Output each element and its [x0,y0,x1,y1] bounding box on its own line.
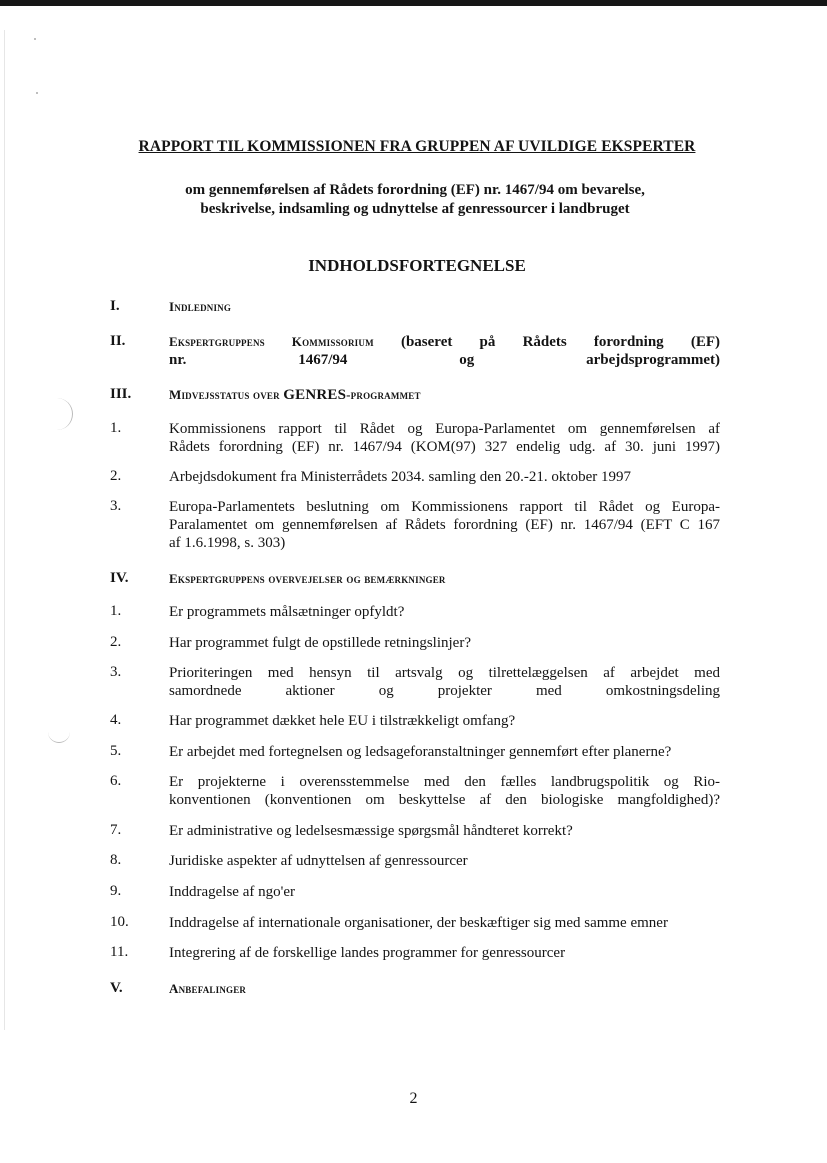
section-title-line: nr. 1467/94 og arbejdsprogrammet) [169,352,720,368]
section-title-smallcaps: Ekspertgruppens Kommissorium [169,334,374,349]
scan-speck [36,92,38,94]
item-number: 8. [110,852,122,868]
item-number: 10. [110,914,129,930]
page-number: 2 [409,1090,418,1107]
toc-heading: INDHOLDSFORTEGNELSE [308,256,526,275]
section-title-rest: (baseret på Rådets forordning (EF) [373,334,721,350]
item-number: 3. [110,664,122,680]
item-number: 1. [110,603,122,619]
item-line: Er projekterne i overensstemmelse med den fælles landbrugspolitik og Rio- [169,774,720,790]
item-text [169,498,720,552]
item-number: 3. [110,498,122,514]
section-title-part: -programmet [346,387,421,402]
section-title-part: GENRES [283,387,347,403]
scan-speck [34,38,36,40]
item-number: 4. [110,712,122,728]
item-number: 6. [110,773,122,789]
subtitle-line: om gennemførelsen af Rådets forordning (EF) nr. 1467/94 om bevarelse, [185,182,645,198]
item-number: 9. [110,883,122,899]
report-title: RAPPORT TIL KOMMISSIONEN FRA GRUPPEN AF UVILDIGE EKSPERTER [138,138,696,155]
section-title [169,386,720,404]
item-text [169,420,720,456]
item-number: 11. [110,944,129,960]
section-number: V. [110,980,123,996]
item-text: Arbejdsdokument fra Ministerrådets 2034. samling den 20.-21. oktober 1997 [169,469,631,485]
item-line: Europa-Parlamentets beslutning om Kommissionens rapport til Rådet og Europa- [169,499,720,515]
item-text: Er programmets målsætninger opfyldt? [169,604,405,620]
item-number: 7. [110,822,122,838]
item-line: Kommissionens rapport til Rådet og Europa-Parlamentet om gennemførelsen af [169,421,720,437]
section-title: Anbefalinger [169,981,247,996]
item-text: Inddragelse af internationale organisationer, der beskæftiger sig med samme emner [169,915,668,931]
section-title [169,333,720,369]
item-text: Er administrative og ledelsesmæssige spørgsmål håndteret korrekt? [169,823,573,839]
item-line: af 1.6.1998, s. 303) [169,535,286,551]
section-number: III. [110,386,132,402]
item-text: Inddragelse af ngo'er [169,884,295,900]
item-number: 5. [110,743,122,759]
item-line: konventionen (konventionen om beskyttelse af den biologiske mangfoldighed)? [169,792,720,808]
item-number: 2. [110,468,122,484]
item-number: 1. [110,420,122,436]
item-line: Paralamentet om gennemførelsen af Rådets forordning (EF) nr. 1467/94 (EFT C 167 [169,517,720,533]
item-text: Integrering af de forskellige landes programmer for genressourcer [169,945,566,961]
section-number: IV. [110,570,129,586]
scan-margin-mark [56,398,73,430]
section-title-part: Midvejsstatus over [169,387,284,402]
section-number: I. [110,298,120,314]
section-title: Indledning [169,299,232,314]
scan-top-border [0,0,827,6]
item-text: Juridiske aspekter af udnyttelsen af genressourcer [169,853,468,869]
item-line: Rådets forordning (EF) nr. 1467/94 (KOM(97) 327 endelig udg. af 30. juni 1997) [169,439,720,455]
item-text: Har programmet fulgt de opstillede retningslinjer? [169,635,471,651]
item-text [169,664,720,700]
item-number: 2. [110,634,122,650]
item-text: Har programmet dækket hele EU i tilstrækkeligt omfang? [169,713,516,729]
section-number: II. [110,333,126,349]
scan-margin-mark [48,722,70,743]
subtitle-line: beskrivelse, indsamling og udnyttelse af genressourcer i landbruget [200,201,630,217]
item-text [169,773,720,809]
report-subtitle [160,181,670,219]
item-text: Er arbejdet med fortegnelsen og ledsageforanstaltninger gennemført efter planerne? [169,744,672,760]
item-line: Prioriteringen med hensyn til artsvalg og tilrettelæggelsen af arbejdet med [169,665,720,681]
section-title: Ekspertgruppens overvejelser og bemærkninger [169,571,446,586]
scan-left-edge [4,30,5,1030]
item-line: samordnede aktioner og projekter med omkostningsdeling [169,683,720,699]
